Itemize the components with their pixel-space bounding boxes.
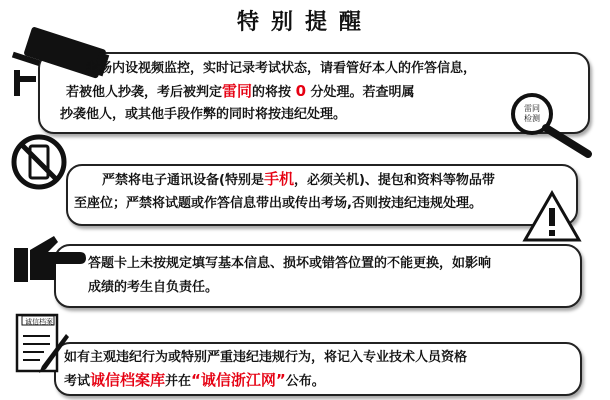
plagiarism-badge-label-1: 雷同 [524, 104, 540, 113]
notice-4-line-2: 考试诚信档案库并在“诚信浙江网”公布。 [64, 371, 325, 389]
notice-3-line-2: 成绩的考生自负责任。 [88, 280, 219, 295]
notice-1-line-1: 考场内设视频监控，实时记录考试状态，请看管好本人的作答信息， [86, 61, 477, 76]
pointing-hand-icon [10, 228, 90, 286]
page-title: 特别提醒 [236, 10, 373, 35]
warning-triangle-icon [522, 190, 582, 244]
notice-3-line-1: 答题卡上未按规定填写基本信息、损坏或错答位置的不能更换，如影响 [88, 256, 492, 271]
notice-2-line-2: 至座位；严禁将试题或作答信息带出或传出考场,否则按违纪违规处理。 [74, 196, 482, 211]
notice-4-line-1: 如有主观违纪行为或特别严重违纪违规行为，将记入专业技术人员资格 [64, 350, 468, 365]
magnifier-icon [506, 90, 598, 160]
notice-1-line-2: 若被他人抄袭，考后被判定雷同的将按 0 分处理。若查明属 [66, 82, 415, 100]
no-phone-icon [10, 132, 68, 192]
credit-archive-doc-label: 诚信档案 [25, 318, 53, 326]
notice-2-line-1: 严禁将电子通讯设备(特别是手机，必须关机)、提包和资料等物品带 [102, 170, 495, 188]
plagiarism-badge-label-2: 检测 [524, 114, 540, 123]
notice-1-line-3: 抄袭他人，或其他手段作弊的同时将按违纪处理。 [60, 107, 347, 122]
